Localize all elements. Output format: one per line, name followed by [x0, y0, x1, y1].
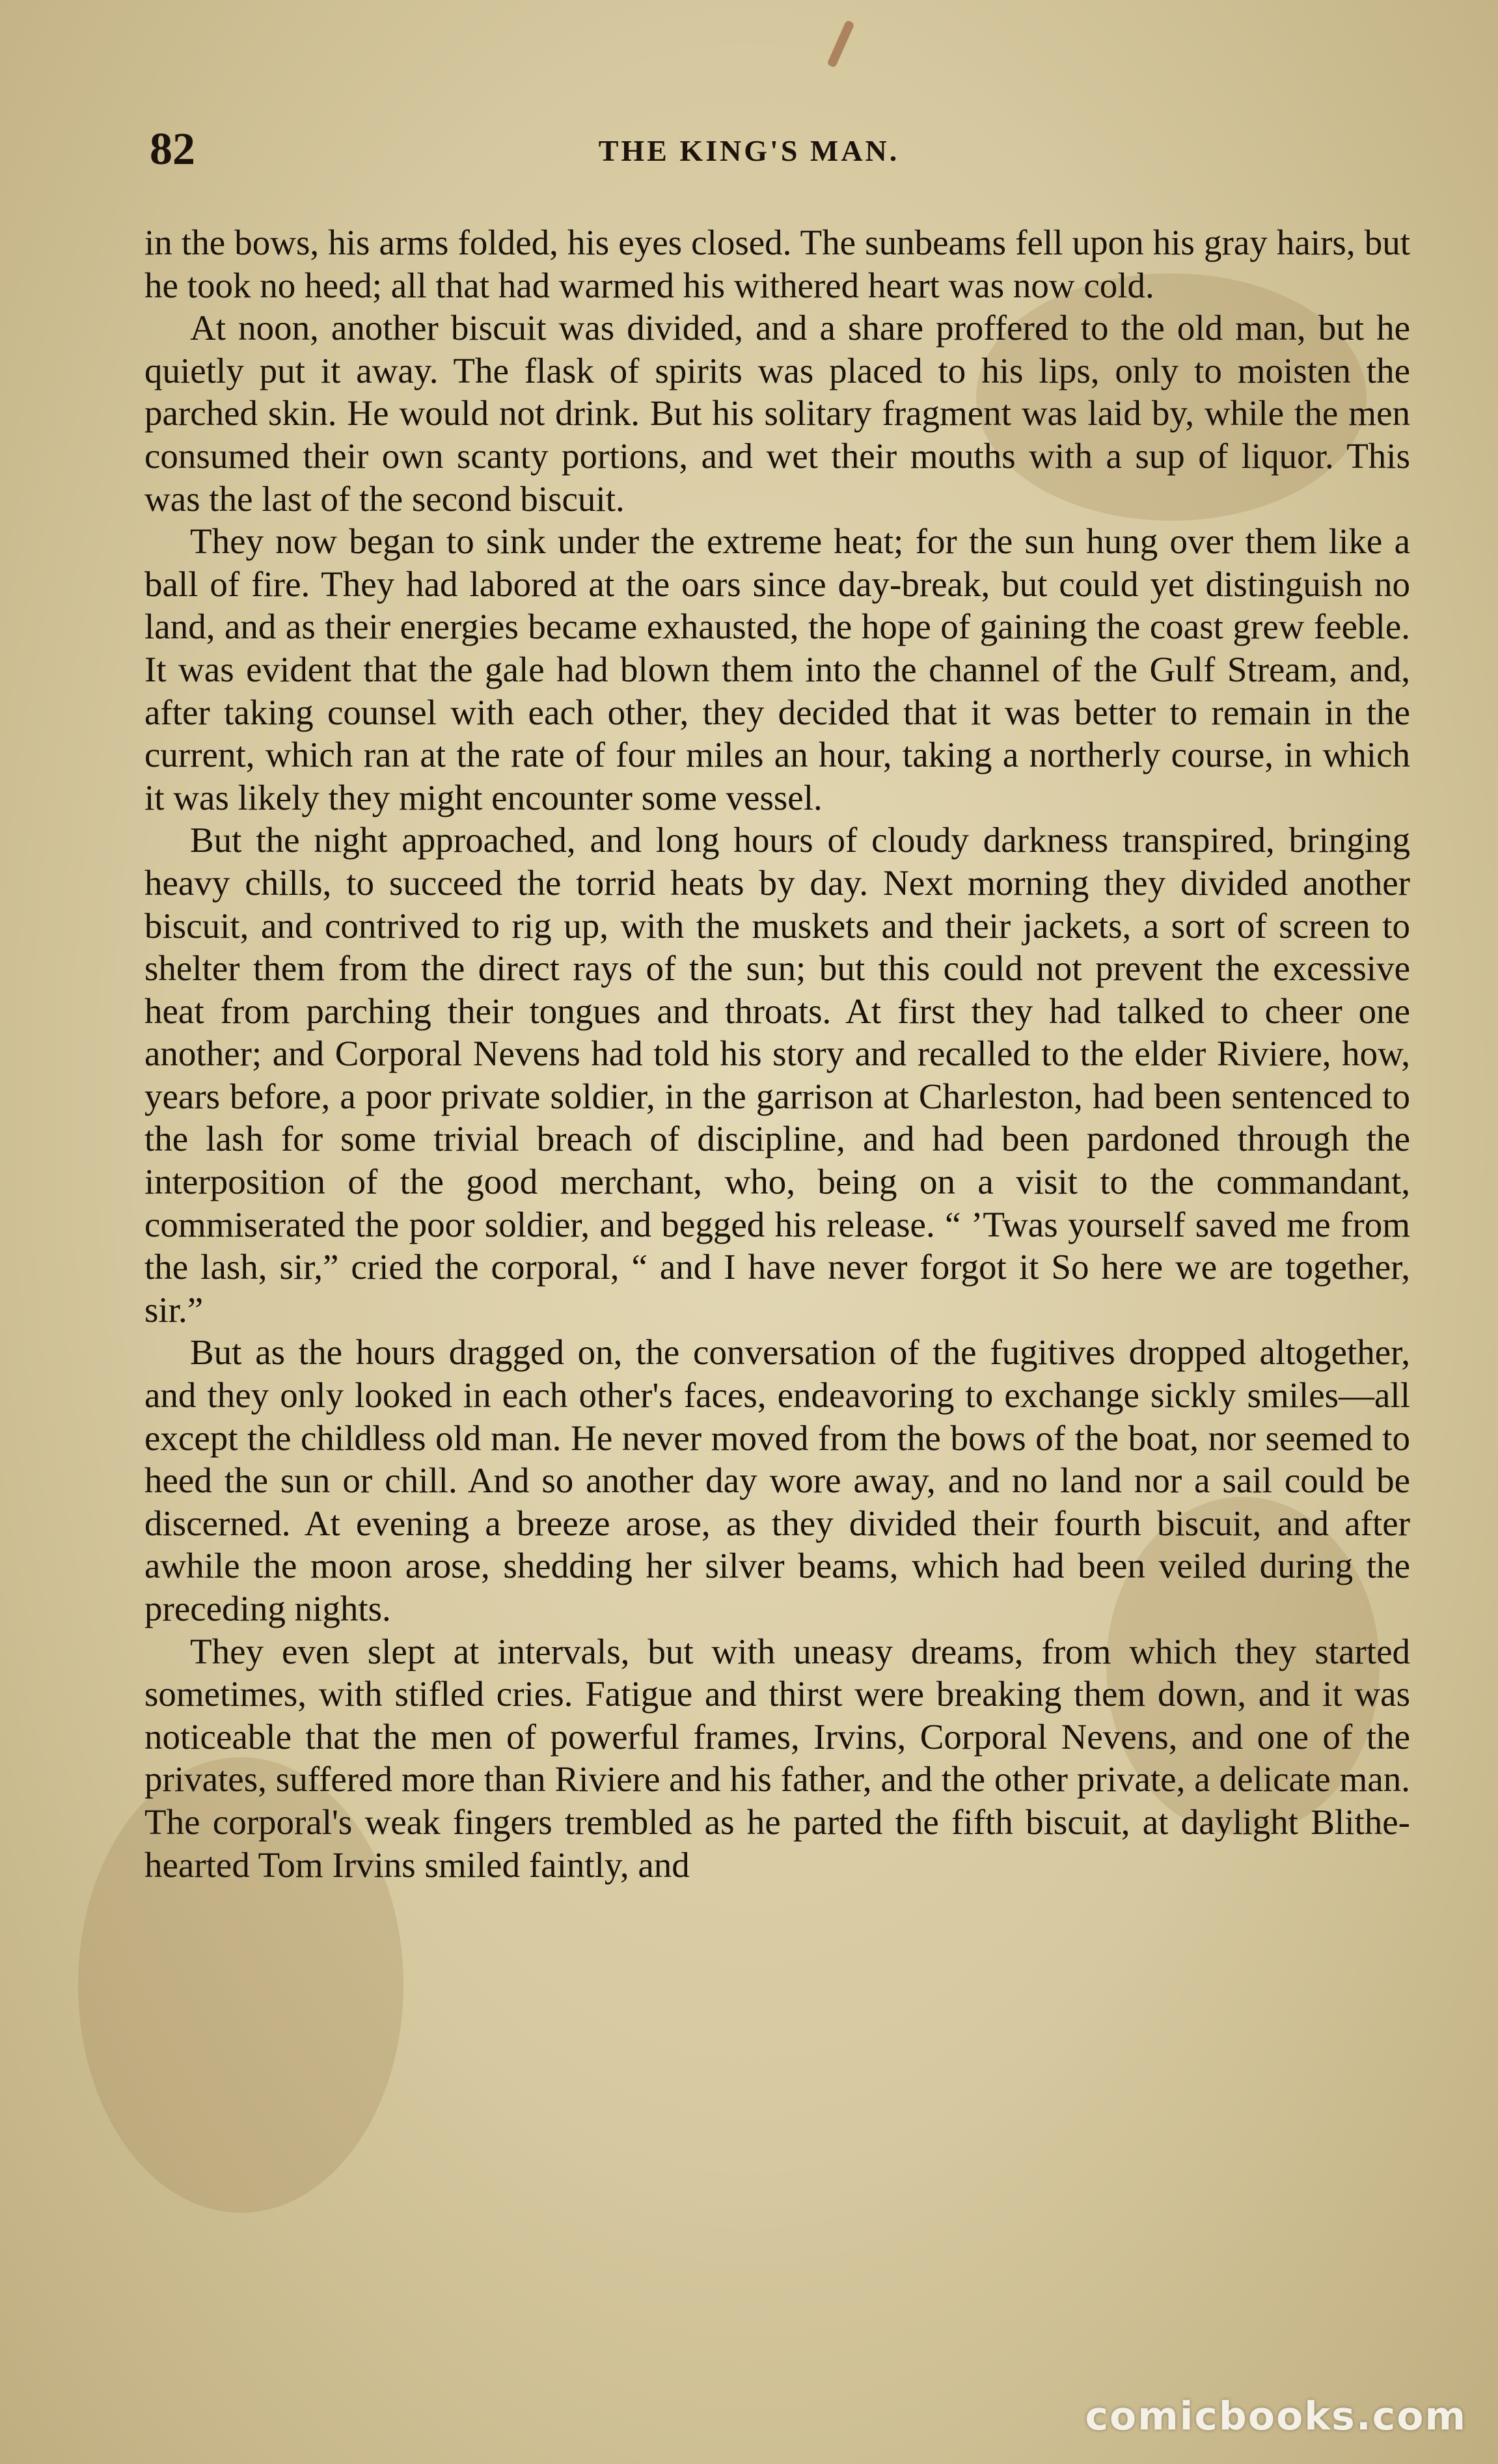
page-number: 82 — [150, 124, 195, 174]
ink-mark — [826, 20, 854, 68]
running-head: THE KING'S MAN. — [598, 134, 900, 167]
body-text — [144, 221, 1410, 1886]
paragraph: in the bows, his arms folded, his eyes closed. The sunbeams fell upon his gray hairs, but he took no heed; all that had warmed his withered heart was now cold. — [144, 223, 1410, 305]
paragraph: But as the hours dragged on, the conversation of the fugitives dropped altogether, and they only looked in each other's faces, endeavoring to exchange sickly smiles—all except the childless old man. He never moved from the bows of the boat, nor seemed to heed the sun or chill. And so another day wore away, and no land nor a sail could be discerned. At evening a breeze arose, as they divided their fourth biscuit, and after awhile the moon arose, shedding her silver beams, which had been veiled during the preceding nights. — [144, 1332, 1410, 1628]
paragraph: But the night approached, and long hours of cloudy darkness transpired, bringing heavy chills, to succeed the torrid heats by day. Next morning they divided another biscuit, and contrived to rig up, with the muskets and their jackets, a sort of screen to shelter them from the direct rays of the sun; but this could not prevent the excessive heat from parching their tongues and throats. At first they had talked to cheer one another; and Corporal Nevens had told his story and recalled to the elder Riviere, how, years before, a poor private soldier, in the garrison at Charleston, had been sentenced to the lash for some trivial breach of discipline, and had been pardoned through the interposition of the good merchant, who, being on a visit to the commandant, commiserated the poor soldier, and begged his release. “ ’Twas yourself saved me from the lash, sir,” cried the corporal, “ and I have never forgot it So here we are together, sir.” — [144, 820, 1410, 1330]
watermark: comicbooks.com — [1085, 2394, 1467, 2439]
paragraph: At noon, another biscuit was divided, and a share proffered to the old man, but he quietly put it away. The flask of spirits was placed to his lips, only to moisten the parched skin. He would not drink. But his solitary fragment was laid by, while the men consumed their own scanty portions, and wet their mouths with a sup of liquor. This was the last of the second biscuit. — [144, 308, 1410, 519]
paragraph: They even slept at intervals, but with uneasy dreams, from which they started sometimes, with stifled cries. Fatigue and thirst were breaking them down, and it was noticeable that the men of powerful frames, Irvins, Corporal Nevens, and one of the privates, suffered more than Riviere and his father, and the other private, a delicate man. The corporal's weak fingers trembled as he parted the fifth biscuit, at daylight Blithe-hearted Tom Irvins smiled faintly, and — [144, 1631, 1410, 1885]
paragraph: They now began to sink under the extreme heat; for the sun hung over them like a ball of fire. They had labored at the oars since day-break, but could yet distinguish no land, and as their energies became exhausted, the hope of gaining the coast grew feeble. It was evident that the gale had blown them into the channel of the Gulf Stream, and, after taking counsel with each other, they decided that it was better to remain in the current, which ran at the rate of four miles an hour, taking a northerly course, in which it was likely they might encounter some vessel. — [144, 521, 1410, 817]
